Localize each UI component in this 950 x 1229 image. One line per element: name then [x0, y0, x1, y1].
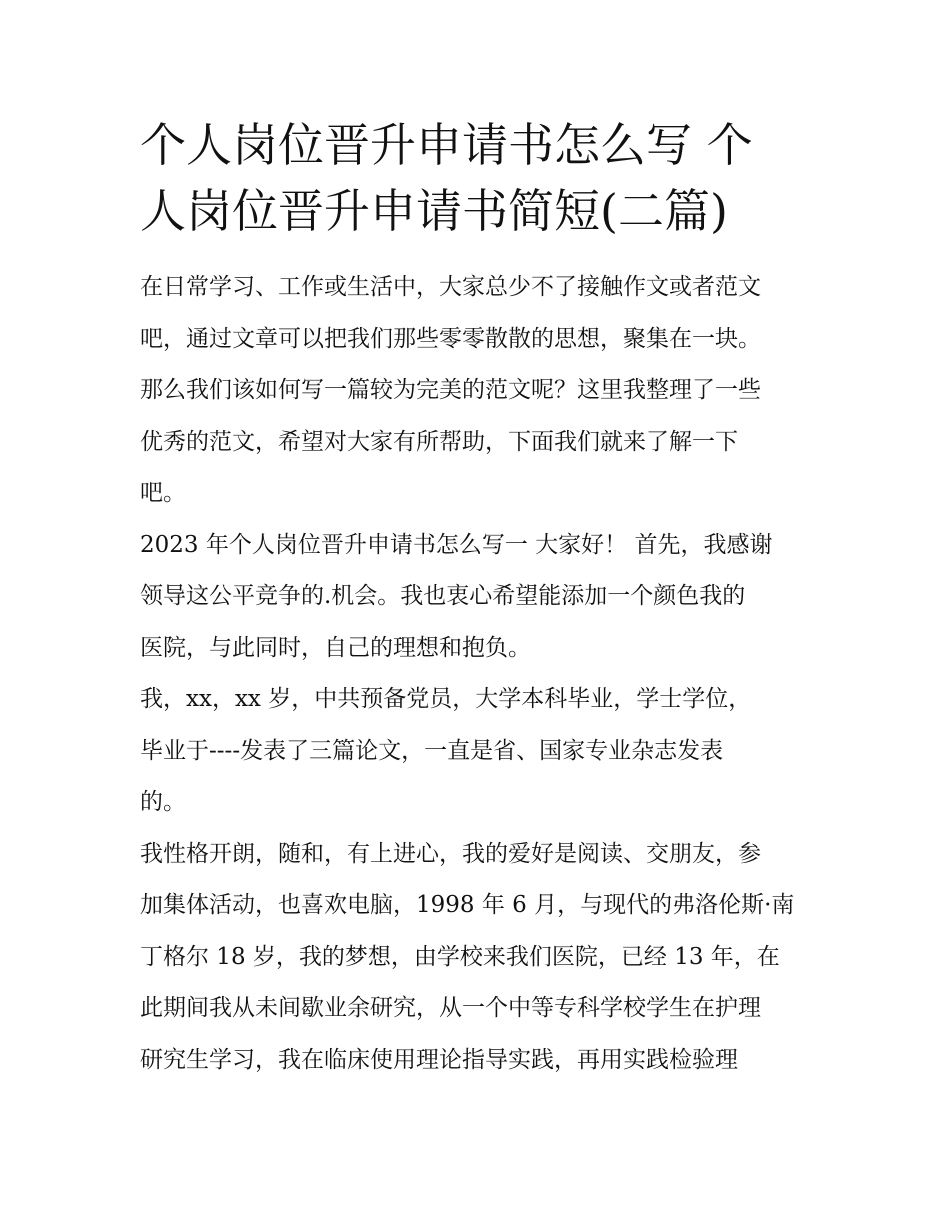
body-line: 我性格开朗，随和，有上进心，我的爱好是阅读、交朋友，参 — [140, 840, 761, 867]
body-line: 的。 — [140, 789, 186, 815]
document-body — [140, 262, 820, 1086]
body-line: 吧。 — [140, 480, 186, 506]
body-line: 那么我们该如何写一篇较为完美的范文呢？这里我整理了一些 — [140, 377, 761, 403]
body-line: 在日常学习、工作或生活中，大家总少不了接触作文或者范文 — [140, 274, 761, 300]
title-line: 人岗位晋升申请书简短(二篇) — [140, 184, 728, 238]
body-line: 吧，通过文章可以把我们那些零零散散的思想，聚集在一块。 — [140, 325, 761, 352]
body-line: 丁格尔 18 岁，我的梦想，由学校来我们医院，已经 13 年，在 — [140, 943, 780, 970]
body-line: 加集体活动，也喜欢电脑，1998 年 6 月，与现代的弗洛伦斯·南 — [140, 892, 795, 918]
body-line: 研究生学习，我在临床使用理论指导实践，再用实践检验理 — [140, 1046, 738, 1073]
body-line: 医院，与此同时，自己的理想和抱负。 — [140, 634, 531, 661]
body-line: 领导这公平竞争的.机会。我也衷心希望能添加一个颜色我的 — [140, 583, 746, 609]
title-line: 个人岗位晋升申请书怎么写 个 — [140, 118, 753, 172]
document-page — [140, 112, 820, 1086]
body-line: 优秀的范文，希望对大家有所帮助，下面我们就来了解一下 — [140, 428, 738, 455]
body-line: 我，xx，xx 岁，中共预备党员，大学本科毕业，学士学位， — [140, 686, 752, 712]
body-line: 毕业于----发表了三篇论文，一直是省、国家专业杂志发表 — [140, 737, 724, 764]
document-title — [140, 112, 820, 244]
body-line: 此期间我从未间歇业余研究，从一个中等专科学校学生在护理 — [140, 995, 761, 1021]
body-line: 2023 年个人岗位晋升申请书怎么写一 大家好！ 首先，我感谢 — [140, 531, 773, 558]
